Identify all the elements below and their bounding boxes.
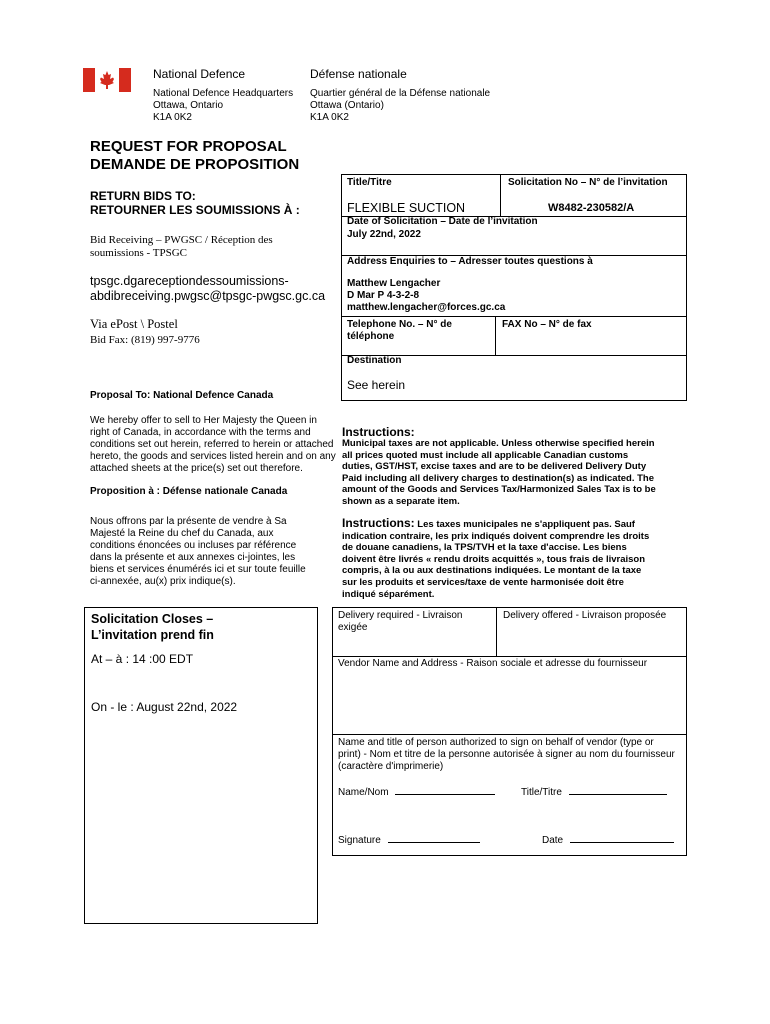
dept-name-en: National Defence — [153, 67, 246, 81]
instructions-fr-heading: Instructions: — [342, 516, 415, 530]
return-bids-fr: RETOURNER LES SOUMISSIONS À : — [90, 203, 300, 217]
canada-flag-logo — [83, 68, 131, 92]
signature-field[interactable] — [338, 832, 480, 847]
proposal-fr-line: Nous offrons par la présente de vendre à Sa — [90, 516, 287, 527]
address-en-line: K1A 0K2 — [153, 112, 192, 123]
proposal-to-fr: Proposition à : Défense nationale Canada — [90, 486, 288, 497]
closing-time: At – à : 14 :00 EDT — [91, 652, 194, 666]
address-en — [153, 88, 293, 124]
instructions-fr-line: Les taxes municipales ne s'appliquent pas. Sauf — [414, 519, 635, 530]
proposal-en-line: hereto, the goods and services listed herein and on any — [90, 451, 336, 462]
instructions-en-line: Paid including all delivery charges to destination(s) as indicated. The — [342, 472, 654, 484]
proposal-en-line: right of Canada, in accordance with the terms and — [90, 427, 311, 438]
destination-value: See herein — [347, 378, 406, 392]
instructions-fr-line: indication contraire, les prix indiqués doivent comprendre les droits — [342, 530, 650, 542]
instructions-fr-line: doivent être livrés « rendu droits acquittés », tous frais de livraison — [342, 553, 646, 565]
date-of-solicitation-label: Date of Solicitation – Date de l’invitation — [347, 216, 538, 227]
name-label: Name/Nom — [338, 787, 389, 798]
instructions-fr-body — [342, 518, 649, 600]
address-fr-line: K1A 0K2 — [310, 112, 349, 123]
address-fr-line: Ottawa (Ontario) — [310, 100, 384, 111]
instructions-fr-line: compris, à la ou aux destinations indiquées. Le montant de la taxe — [342, 565, 642, 577]
return-bids-heading — [90, 189, 300, 217]
return-bids-en: RETURN BIDS TO: — [90, 189, 196, 203]
instructions-en-heading: Instructions: — [342, 425, 415, 439]
bid-email — [90, 274, 325, 304]
instructions-fr-line: de douane canadiens, la TPS/TVH et la taxe d'accise. Les biens — [342, 542, 627, 554]
delivery-required-line: Delivery required - Livraison — [338, 610, 463, 621]
address-en-line: National Defence Headquarters — [153, 88, 294, 99]
contact-office: D Mar P 4-3-2-8 — [347, 290, 420, 301]
bid-receiving-line: Bid Receiving – PWGSC / Réception des — [90, 234, 273, 246]
title-en: REQUEST FOR PROPOSAL — [90, 138, 287, 155]
dept-name-fr: Défense nationale — [310, 67, 407, 81]
signature-label: Signature — [338, 835, 381, 846]
instructions-en-body — [342, 438, 656, 508]
bid-email-line: tpsgc.dgareceptiondessoumissions- — [90, 274, 289, 288]
instructions-en-line: shown as a separate item. — [342, 495, 460, 507]
solicitation-closes-title — [91, 611, 214, 643]
authorized-person-line: (caractère d'imprimerie) — [338, 761, 444, 772]
name-line[interactable] — [395, 784, 495, 795]
vendor-name-address-label: Vendor Name and Address - Raison sociale et adresse du fournisseur — [338, 658, 648, 669]
closes-title-en: Solicitation Closes – — [91, 612, 214, 626]
instructions-en-line: all prices quoted must include all applicable Canadian customs — [342, 449, 629, 461]
title-line[interactable] — [569, 784, 667, 795]
title-fr: DEMANDE DE PROPOSITION — [90, 156, 300, 173]
via-epost: Via ePost \ Postel — [90, 317, 178, 331]
proposal-to-en: Proposal To: National Defence Canada — [90, 390, 274, 401]
date-field[interactable] — [542, 832, 674, 847]
solicitation-number-label: Solicitation No – N° de l’invitation — [508, 177, 668, 188]
instructions-fr-line: sur les produits et services/taxe de vente harmonisée doit être — [342, 576, 624, 588]
closes-title-fr: L’invitation prend fin — [91, 628, 214, 642]
bid-email-line: abdibreceiving.pwgsc@tpsgc-pwgsc.gc.ca — [90, 289, 326, 303]
instructions-fr-first-line — [342, 518, 649, 531]
bid-receiving-line: soumissions - TPSGC — [90, 247, 187, 259]
instructions-en-line: amount of the Goods and Services Tax/Harmonized Sales Tax is to be — [342, 484, 656, 496]
proposal-body-en — [90, 415, 336, 475]
vendor-box — [332, 607, 687, 856]
delivery-required-line: exigée — [338, 622, 368, 633]
telephone-label — [347, 319, 452, 343]
enquiries-label: Address Enquiries to – Adresser toutes questions à — [347, 256, 593, 267]
authorized-person-label — [338, 737, 675, 773]
proposal-fr-line: Majesté la Reine du chef du Canada, aux — [90, 528, 274, 539]
fax-label: FAX No – N° de fax — [502, 319, 592, 330]
title-label: Title/Titre — [347, 177, 392, 188]
proposal-body-fr — [90, 516, 306, 588]
contact-email: matthew.lengacher@forces.gc.ca — [347, 302, 506, 313]
date-field-label: Date — [542, 835, 564, 846]
proposal-fr-line: dans la présente et aux annexes ci-jointes, les — [90, 552, 296, 563]
address-fr — [310, 88, 490, 124]
authorized-person-line: print) - Nom et titre de la personne autorisée à signer au nom du fournisseur — [338, 749, 675, 760]
vendor-title-field[interactable] — [521, 784, 667, 799]
destination-label: Destination — [347, 355, 402, 366]
proposal-en-line: attached sheets at the price(s) set out therefore. — [90, 463, 303, 474]
bid-receiving — [90, 234, 273, 260]
instructions-en-line: Municipal taxes are not applicable. Unless otherwise specified herein — [342, 438, 655, 449]
proposal-en-line: We hereby offer to sell to Her Majesty the Queen in — [90, 415, 317, 426]
delivery-offered-label: Delivery offered - Livraison proposée — [503, 610, 667, 621]
document-title — [90, 138, 299, 174]
proposal-en-line: conditions set out herein, referred to herein or attached — [90, 439, 334, 450]
closing-date: On - le : August 22nd, 2022 — [91, 700, 238, 714]
date-line[interactable] — [570, 832, 674, 843]
address-en-line: Ottawa, Ontario — [153, 100, 224, 111]
contact-name: Matthew Lengacher — [347, 278, 441, 289]
telephone-label-line: Telephone No. – N° de — [347, 319, 452, 330]
instructions-en-line: duties, GST/HST, excise taxes and are to be delivered Delivery Duty — [342, 461, 647, 473]
proposal-fr-line: biens et services énumérés ici et sur toute feuille — [90, 564, 306, 575]
date-of-solicitation-value: July 22nd, 2022 — [347, 229, 421, 240]
bid-fax: Bid Fax: (819) 997-9776 — [90, 334, 200, 346]
enquiries-contact — [347, 278, 505, 314]
telephone-label-line: téléphone — [347, 331, 395, 342]
authorized-person-line: Name and title of person authorized to sign on behalf of vendor (type or — [338, 737, 654, 748]
proposal-fr-line: ci-annexée, au(x) prix indique(s). — [90, 576, 236, 587]
address-fr-line: Quartier général de la Défense nationale — [310, 88, 491, 99]
instructions-fr-line: indiqué séparément. — [342, 588, 435, 600]
proposal-fr-line: conditions énoncées ou incluses par référence — [90, 540, 297, 551]
title-field-label: Title/Titre — [521, 787, 562, 798]
vendor-name-field[interactable] — [338, 784, 495, 799]
title-value: FLEXIBLE SUCTION — [347, 201, 466, 215]
solicitation-number-value: W8482-230582/A — [548, 202, 635, 214]
delivery-required-label — [338, 610, 463, 634]
signature-line[interactable] — [388, 832, 480, 843]
